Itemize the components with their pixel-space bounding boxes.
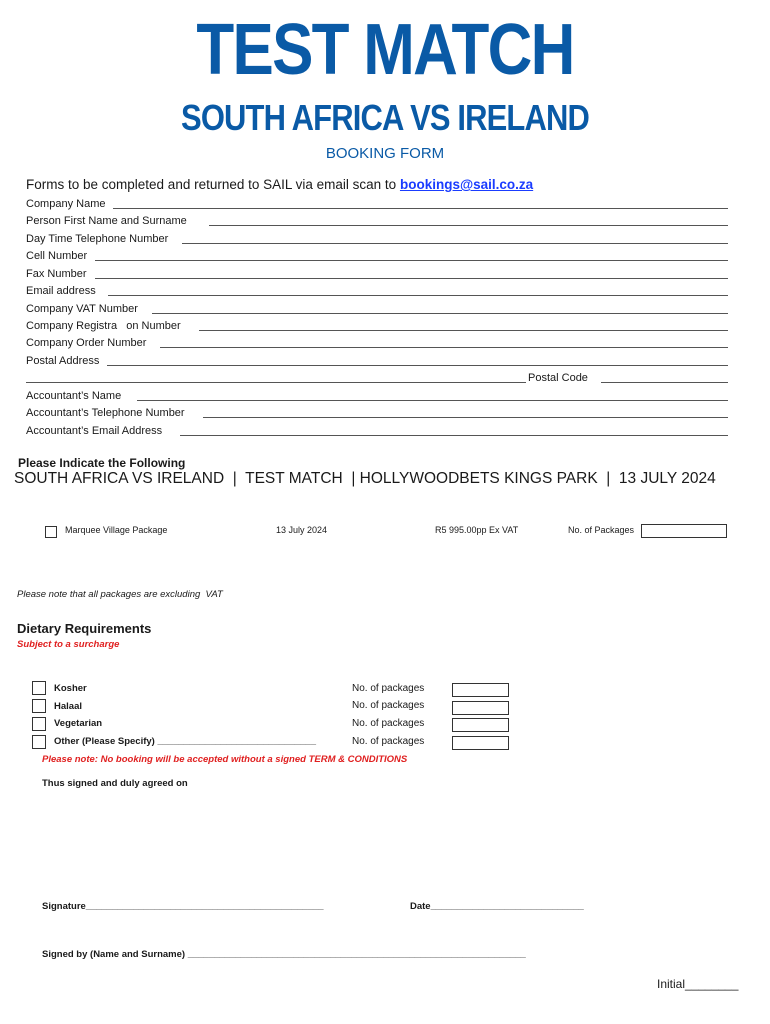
signed-by-field[interactable]: Signed by (Name and Surname) ________________________________________________________________ xyxy=(42,949,526,960)
field-order-number[interactable] xyxy=(26,334,728,351)
field-email[interactable] xyxy=(26,282,728,299)
input-line[interactable] xyxy=(95,259,728,261)
vegetarian-checkbox[interactable] xyxy=(32,717,46,731)
vegetarian-label: Vegetarian xyxy=(54,718,103,729)
field-label: Company VAT Number xyxy=(26,303,138,315)
input-line[interactable] xyxy=(203,416,728,418)
package-name: Marquee Village Package xyxy=(65,525,168,535)
form-title: BOOKING FORM xyxy=(325,145,445,162)
field-person-name[interactable] xyxy=(26,212,728,229)
halaal-label: Halaal xyxy=(54,701,82,712)
postal-code-row xyxy=(26,369,728,386)
input-line[interactable] xyxy=(107,364,728,366)
initial-field[interactable]: Initial________ xyxy=(657,977,739,991)
field-label: Cell Number xyxy=(26,250,88,262)
field-label: Person First Name and Surname xyxy=(26,215,187,227)
halaal-qty-input[interactable] xyxy=(452,701,509,715)
input-line[interactable] xyxy=(152,312,728,314)
package-price: R5 995.00pp Ex VAT xyxy=(435,525,519,535)
field-company-name[interactable] xyxy=(26,195,728,212)
field-label: Accountant’s Email Address xyxy=(26,425,163,437)
field-label: Company Registra on Number xyxy=(26,320,181,332)
input-line[interactable] xyxy=(160,346,728,348)
other-label: Other (Please Specify) ______________________________ xyxy=(54,736,316,747)
other-qty-input[interactable] xyxy=(452,736,509,750)
kosher-qty-input[interactable] xyxy=(452,683,509,697)
field-label: Fax Number xyxy=(26,268,87,280)
field-cell-number[interactable] xyxy=(26,247,728,264)
intro-label: Forms to be completed and returned to SAIL via email scan to xyxy=(26,177,400,192)
field-label: Accountant’s Name xyxy=(26,390,122,402)
input-line[interactable] xyxy=(180,434,728,436)
halaal-qty-label: No. of packages xyxy=(352,700,425,711)
field-label: Accountant’s Telephone Number xyxy=(26,407,185,419)
vat-note: Please note that all packages are excluding VAT xyxy=(17,589,223,600)
input-line[interactable] xyxy=(108,294,728,296)
field-label: Day Time Telephone Number xyxy=(26,233,169,245)
signature-field[interactable]: Signature_____________________________________________ xyxy=(42,901,324,912)
package-date: 13 July 2024 xyxy=(276,525,328,535)
kosher-label: Kosher xyxy=(54,683,87,694)
other-qty-label: No. of packages xyxy=(352,736,425,747)
indicate-heading: Please Indicate the Following xyxy=(18,456,186,470)
postal-code-label: Postal Code xyxy=(528,372,588,384)
package-qty-input[interactable] xyxy=(641,524,727,538)
field-daytime-phone[interactable] xyxy=(26,230,728,247)
input-line[interactable] xyxy=(95,277,728,279)
package-qty-label: No. of Packages xyxy=(568,525,635,535)
title-test-match: TEST MATCH xyxy=(196,10,574,90)
field-label: Postal Address xyxy=(26,355,100,367)
input-line[interactable] xyxy=(182,242,728,244)
kosher-qty-label: No. of packages xyxy=(352,683,425,694)
field-accountant-email[interactable] xyxy=(26,422,728,439)
postal-code-input[interactable] xyxy=(601,382,728,383)
field-postal-address[interactable] xyxy=(26,352,728,369)
dietary-heading: Dietary Requirements xyxy=(17,621,152,636)
input-line[interactable] xyxy=(199,329,728,331)
agreed-text: Thus signed and duly agreed on xyxy=(42,778,188,789)
field-label: Company Order Number xyxy=(26,337,147,349)
date-field[interactable]: Date_____________________________ xyxy=(410,901,584,912)
postal-address-line-2[interactable] xyxy=(26,382,526,383)
email-link[interactable]: bookings@sail.co.za xyxy=(399,177,534,192)
intro-text xyxy=(26,177,533,192)
vegetarian-qty-label: No. of packages xyxy=(352,718,425,729)
field-vat-number[interactable] xyxy=(26,300,728,317)
field-registration-number[interactable] xyxy=(26,317,728,334)
package-checkbox[interactable] xyxy=(45,526,57,538)
vegetarian-qty-input[interactable] xyxy=(452,718,509,732)
title-teams: SOUTH AFRICA VS IRELAND xyxy=(181,97,589,138)
field-label: Email address xyxy=(26,285,96,297)
input-line[interactable] xyxy=(113,207,728,209)
halaal-checkbox[interactable] xyxy=(32,699,46,713)
input-line[interactable] xyxy=(137,399,728,401)
field-accountant-phone[interactable] xyxy=(26,404,728,421)
match-details: SOUTH AFRICA VS IRELAND | TEST MATCH | HOLLYWOODBETS KINGS PARK | 13 JULY 2024 xyxy=(14,470,716,487)
field-fax-number[interactable] xyxy=(26,265,728,282)
dietary-surcharge-note: Subject to a surcharge xyxy=(17,639,120,650)
kosher-checkbox[interactable] xyxy=(32,681,46,695)
other-checkbox[interactable] xyxy=(32,735,46,749)
field-accountant-name[interactable] xyxy=(26,387,728,404)
field-label: Company Name xyxy=(26,198,106,210)
input-line[interactable] xyxy=(209,224,728,226)
terms-warning: Please note: No booking will be accepted without a signed TERM & CONDITIONS xyxy=(42,754,408,765)
